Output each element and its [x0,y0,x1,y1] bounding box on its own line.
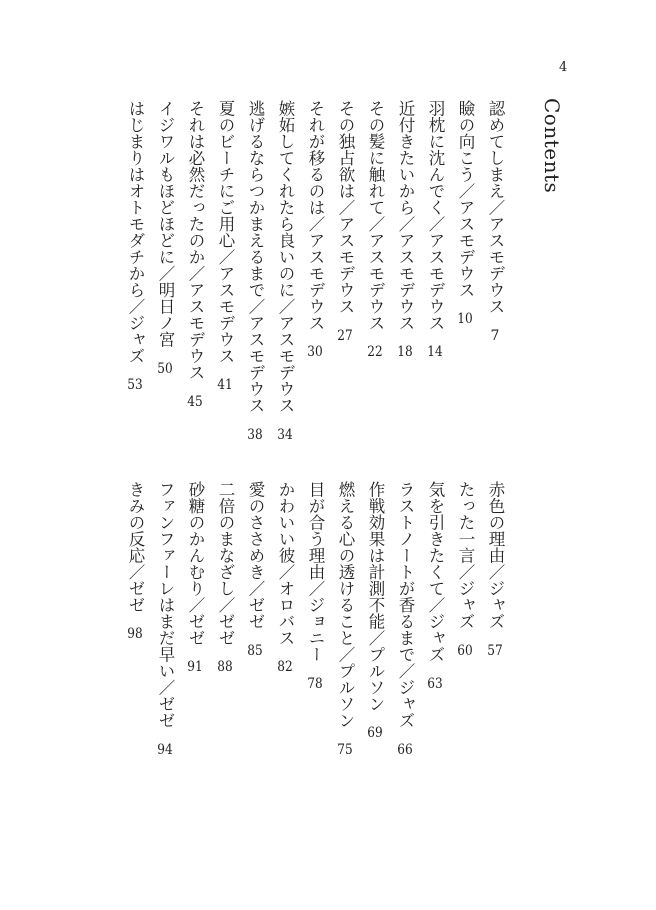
toc-entry [450,481,480,757]
toc-entry [480,481,510,757]
entry-title: 砂糖のかんむり [186,481,205,597]
entry-author: 明日ノ宮 [156,281,175,348]
entry-page-number: 60 [457,643,473,658]
entry-title: きみの反応 [126,481,145,564]
entry-author: ジャズ [456,580,475,630]
entry-page-number: 66 [397,742,413,757]
toc-entry [390,481,420,757]
entry-author: ゼゼ [186,613,205,646]
entry-author: ゼゼ [246,596,265,630]
entry-author: ジャズ [426,613,445,663]
entry-title: 羽枕に沈んでく [426,100,445,216]
toc-entry [150,100,180,442]
toc-entry [240,100,270,442]
entry-author: オロバス [276,580,295,646]
toc-entry [480,100,510,442]
entry-page-number: 98 [127,627,143,641]
separator: ／ [336,646,355,663]
separator: ／ [396,215,415,232]
separator: ／ [126,298,145,315]
toc-entry [330,481,360,757]
toc-entry [270,481,300,757]
separator: ／ [276,563,295,580]
separator: ／ [426,596,445,613]
entry-title: たった一言 [456,481,475,564]
separator: ／ [366,629,385,646]
toc-block-first [120,100,510,442]
entry-author: ジャズ [126,314,145,364]
separator: ／ [456,563,475,580]
entry-author: ジョニー [306,596,325,663]
entry-author: ゼゼ [126,580,145,613]
entry-page-number: 88 [217,660,233,674]
entry-title: 作戦効果は計測不能 [366,481,385,630]
entry-author: ジャズ [396,679,415,729]
entry-title: 二倍のまなざし [216,481,235,597]
contents-heading: Contents [540,98,564,194]
entry-author: ジャズ [486,580,505,630]
entry-author: アスモデウス [246,314,265,414]
entry-page-number: 10 [457,312,473,326]
entry-author: プルソン [336,662,355,729]
entry-title: 気を引きたくて [426,481,445,597]
separator: ／ [126,563,145,580]
page-number: 4 [559,60,568,75]
entry-page-number: 63 [427,676,443,691]
entry-title: 愛のささめき [246,481,265,580]
entry-title: 赤色の理由 [486,481,505,564]
entry-title: はじまりはオトモダチから [126,100,145,298]
separator: ／ [246,298,265,315]
separator: ／ [336,199,355,216]
entry-title: 近付きたいから [396,100,415,216]
entry-page-number: 57 [487,643,503,658]
entry-page-number: 69 [367,726,383,740]
separator: ／ [366,215,385,232]
toc-entry [120,100,150,442]
toc-entry [150,481,180,757]
separator: ／ [156,679,175,696]
toc-entry [360,481,390,757]
entry-title: 瞼の向こう [456,100,475,183]
entry-title: かわいい彼 [276,481,295,564]
entry-author: アスモデウス [366,232,385,331]
toc-entry [120,481,150,757]
entry-page-number: 45 [187,394,203,409]
toc-entry [390,100,420,442]
separator: ／ [186,596,205,613]
entry-author: アスモデウス [396,232,415,331]
toc-entry [300,481,330,757]
entry-author: アスモデウス [486,215,505,315]
entry-title: その髪に触れて [366,100,385,216]
separator: ／ [426,215,445,232]
entry-title: 夏のビーチにご用心 [216,100,235,249]
separator: ／ [186,265,205,282]
entry-page-number: 50 [157,361,173,376]
entry-page-number: 34 [277,427,293,442]
entry-page-number: 82 [277,660,293,674]
toc-entry [360,100,390,442]
toc-entry [450,100,480,442]
toc-entry [180,481,210,757]
entry-title: 認めてしまえ [486,100,505,199]
entry-author: アスモデウス [216,265,235,364]
separator: ／ [216,248,235,265]
entry-page-number: 78 [307,676,323,691]
entry-author: アスモデウス [336,215,355,315]
entry-author: アスモデウス [456,199,475,298]
entry-title: イジワルもほどほどに [156,100,175,265]
separator: ／ [246,580,265,597]
entry-title: 燃える心の透けること [336,481,355,646]
toc-entry [210,481,240,757]
entry-page-number: 14 [427,345,443,359]
entry-page-number: 18 [397,345,413,359]
toc-entry [420,481,450,757]
entry-page-number: 22 [367,345,383,359]
entry-author: アスモデウス [186,281,205,381]
entry-page-number: 30 [307,345,323,359]
toc-entry [180,100,210,442]
toc-entry [330,100,360,442]
entry-page-number: 53 [127,378,143,392]
entry-page-number: 38 [247,427,263,442]
entry-author: アスモデウス [306,232,325,331]
entry-page-number: 27 [337,328,353,343]
entry-title: ファンファーレはまだ早い [156,481,175,679]
separator: ／ [216,596,235,613]
toc-block-second [120,481,510,757]
separator: ／ [276,298,295,315]
entry-title: 逃げるならつかまえるまで [246,100,265,298]
entry-title: それが移るのは [306,100,325,216]
separator: ／ [306,580,325,597]
entry-title: それは必然だったのか [186,100,205,265]
entry-author: ゼゼ [156,695,175,729]
entry-title: 目が合う理由 [306,481,325,580]
entry-author: アスモデウス [426,232,445,331]
toc-entry [420,100,450,442]
separator: ／ [486,563,505,580]
toc-entry [240,481,270,757]
separator: ／ [486,199,505,216]
entry-page-number: 75 [337,742,353,757]
separator: ／ [396,662,415,679]
entry-page-number: 85 [247,643,263,658]
entry-title: その独占欲は [336,100,355,199]
entry-page-number: 91 [187,660,203,674]
entry-page-number: 94 [157,742,173,757]
entry-title: 嫉妬してくれたら良いのに [276,100,295,298]
toc-entry [270,100,300,442]
separator: ／ [456,182,475,199]
entry-title: ラストノートが香るまで [396,481,415,663]
separator: ／ [156,265,175,282]
entry-author: プルソン [366,646,385,712]
separator: ／ [306,215,325,232]
toc-entry [210,100,240,442]
entry-page-number: 7 [490,328,500,343]
entry-author: ゼゼ [216,613,235,646]
entry-page-number: 41 [217,378,233,392]
entry-author: アスモデウス [276,314,295,414]
toc-entry [300,100,330,442]
